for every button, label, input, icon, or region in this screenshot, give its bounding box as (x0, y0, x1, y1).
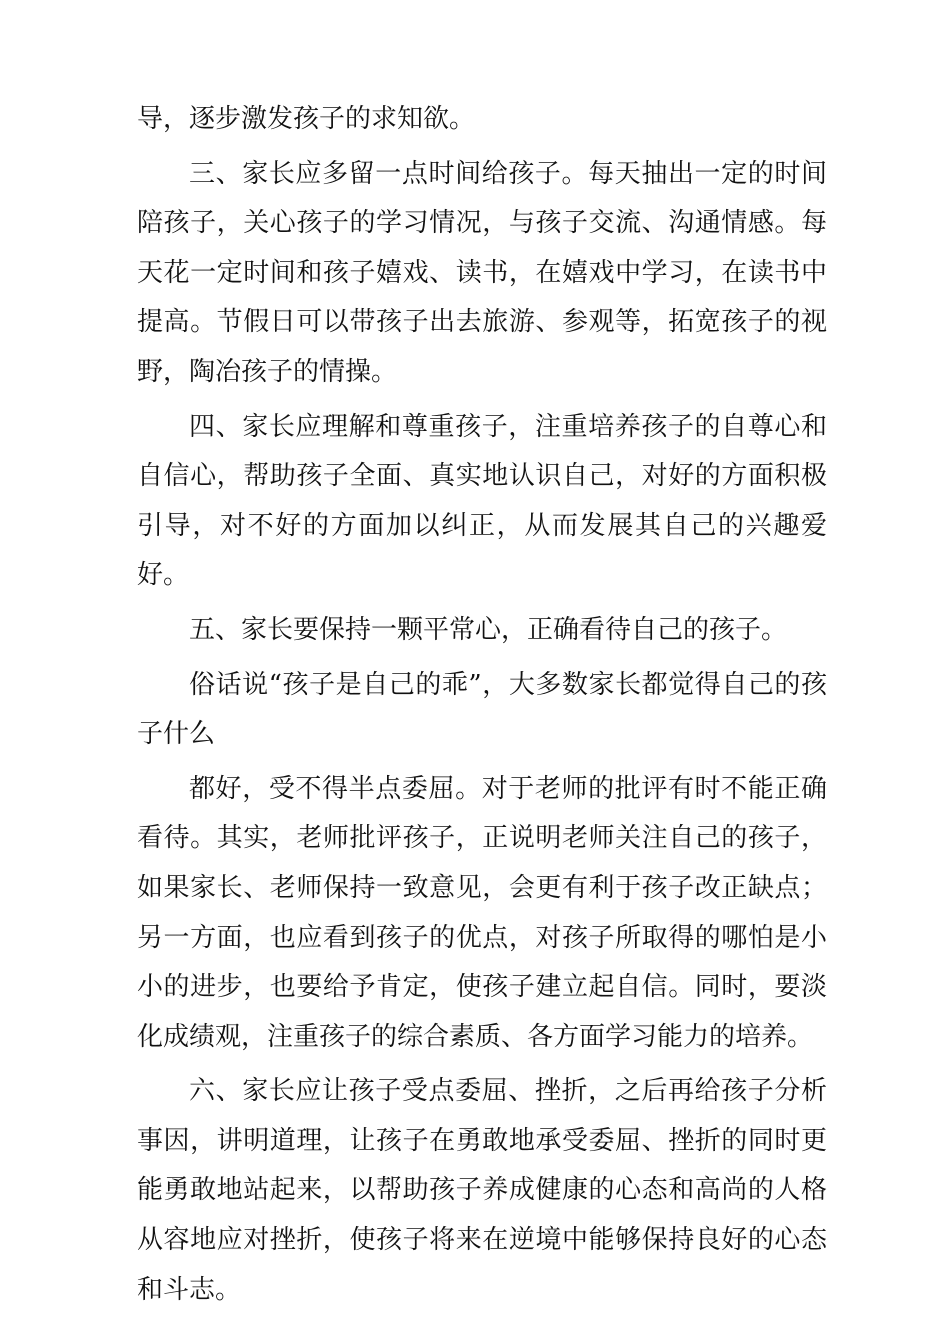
paragraph-4-respect: 四、家长应理解和尊重孩子，注重培养孩子的自尊心和自信心，帮助孩子全面、真实地认识自己，对好的方面积极引导，对不好的方面加以纠正，从而发展其自己的兴趣爱好。 (137, 411, 827, 591)
paragraph-6-setbacks: 六、家长应让孩子受点委屈、挫折，之后再给孩子分析事因，讲明道理，让孩子在勇敢地承受委屈、挫折的同时更能勇敢地站起来，以帮助孩子养成健康的心态和高尚的人格从容地应对挫折，使孩子将来在逆境中能够保持良好的心态和斗志。 (137, 1076, 827, 1305)
paragraph-criticism: 都好，受不得半点委屈。对于老师的批评有时不能正确看待。其实，老师批评孩子，正说明老师关注自己的孩子，如果家长、老师保持一致意见，会更有利于孩子改正缺点；另一方面，也应看到孩子的优点，对孩子所取得的哪怕是小小的进步，也要给予肯定，使孩子建立起自信。同时，要淡化成绩观，注重孩子的综合素质、各方面学习能力的培养。 (137, 773, 827, 1052)
paragraph-proverb: 俗话说“孩子是自己的乖”，大多数家长都觉得自己的孩子什么 (137, 669, 827, 750)
paragraph-continuation: 导，逐步激发孩子的求知欲。 (137, 104, 476, 134)
paragraph-3-more-time: 三、家长应多留一点时间给孩子。每天抽出一定的时间陪孩子，关心孩子的学习情况，与孩子交流、沟通情感。每天花一定时间和孩子嬉戏、读书，在嬉戏中学习，在读书中提高。节假日可以带孩子出去旅游、参观等，拓宽孩子的视野，陶冶孩子的情操。 (137, 158, 827, 387)
paragraph-5-calm-heart: 五、家长要保持一颗平常心，正确看待自己的孩子。 (189, 614, 788, 645)
document-body (137, 95, 827, 1315)
